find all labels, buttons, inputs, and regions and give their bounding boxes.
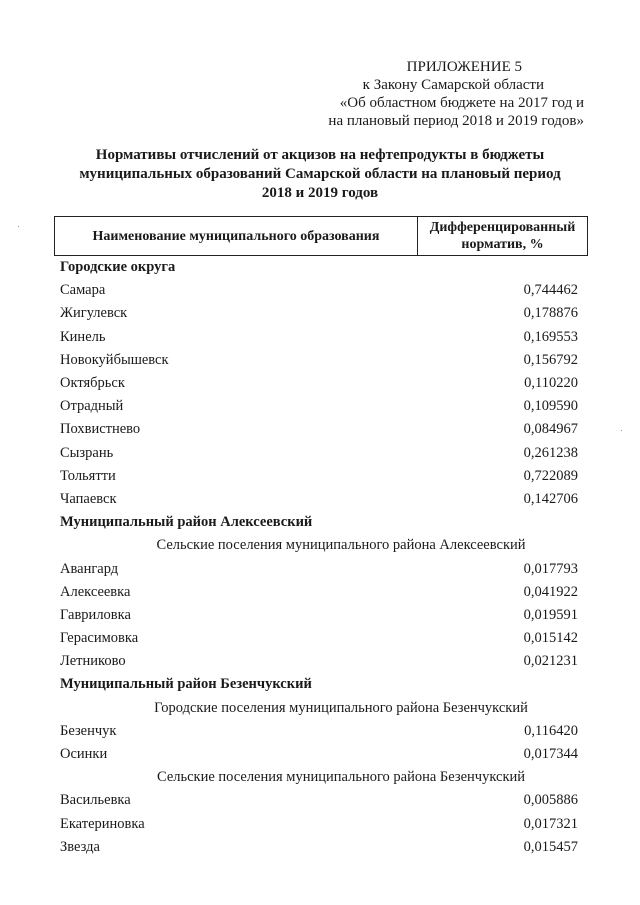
row-value: 0,019591 bbox=[523, 606, 578, 623]
header-value: Дифференцированный норматив, % bbox=[429, 220, 576, 252]
row-name: Алексеевка bbox=[60, 583, 131, 600]
row-name: Безенчук bbox=[60, 722, 117, 739]
table-body bbox=[54, 256, 588, 859]
table-row bbox=[54, 349, 588, 372]
row-name: Новокуйбышевск bbox=[60, 351, 169, 368]
row-name: Сызрань bbox=[60, 444, 114, 461]
row-name: Самара bbox=[60, 282, 106, 299]
appendix-law: к Закону Самарской области bbox=[362, 77, 544, 93]
row-value: 0,017793 bbox=[523, 560, 578, 577]
row-value: 0,015142 bbox=[523, 630, 578, 647]
row-value: 0,178876 bbox=[523, 305, 578, 322]
row-value: 0,017321 bbox=[523, 815, 578, 832]
row-value: 0,261238 bbox=[523, 444, 578, 461]
table-header bbox=[54, 216, 588, 256]
title-line-1: Нормативы отчислений от акцизов на нефтепродукты в бюджеты bbox=[95, 147, 545, 163]
table-row bbox=[54, 395, 588, 418]
row-name: Муниципальный район Безенчукский bbox=[60, 676, 312, 693]
row-name: Городские поселения муниципального района Безенчукский bbox=[154, 699, 528, 716]
document-title bbox=[60, 146, 580, 203]
subgroup-row bbox=[54, 534, 588, 557]
table-row bbox=[54, 302, 588, 325]
row-name: Чапаевск bbox=[60, 490, 117, 507]
table-row bbox=[54, 557, 588, 580]
row-value: 0,156792 bbox=[523, 351, 578, 368]
row-name: Гавриловка bbox=[60, 606, 131, 623]
row-name: Муниципальный район Алексеевский bbox=[60, 514, 313, 531]
normatives-table bbox=[54, 216, 588, 859]
row-name: Октябрьск bbox=[60, 375, 125, 392]
row-name: Кинель bbox=[60, 328, 106, 345]
row-name: Звезда bbox=[60, 838, 100, 855]
row-value: 0,015457 bbox=[523, 838, 578, 855]
row-value: 0,109590 bbox=[523, 398, 578, 415]
row-value: 0,021231 bbox=[523, 653, 578, 670]
table-row bbox=[54, 836, 588, 859]
row-name: Осинки bbox=[60, 746, 108, 763]
row-value: 0,169553 bbox=[523, 328, 578, 345]
header-name: Наименование муниципального образования bbox=[55, 217, 418, 255]
row-name: Авангард bbox=[60, 560, 119, 577]
row-name: Тольятти bbox=[60, 467, 116, 484]
row-name: Летниково bbox=[60, 653, 126, 670]
row-name: Сельские поселения муниципального района Алексеевский bbox=[156, 537, 526, 554]
table-row bbox=[54, 279, 588, 302]
table-row bbox=[54, 488, 588, 511]
row-value: 0,722089 bbox=[523, 467, 578, 484]
row-name: Похвистнево bbox=[60, 421, 141, 438]
row-value: 0,110220 bbox=[524, 375, 578, 392]
table-row bbox=[54, 650, 588, 673]
row-name: Герасимовка bbox=[60, 630, 139, 647]
table-row bbox=[54, 326, 588, 349]
appendix-law-period: на плановый период 2018 и 2019 годов» bbox=[328, 113, 584, 129]
group-row bbox=[54, 511, 588, 534]
table-row bbox=[54, 789, 588, 812]
row-value: 0,142706 bbox=[523, 490, 578, 507]
row-name: Васильевка bbox=[60, 792, 131, 809]
row-name: Екатериновка bbox=[60, 815, 145, 832]
row-name: Жигулевск bbox=[60, 305, 128, 322]
table-row bbox=[54, 581, 588, 604]
group-row bbox=[54, 256, 588, 279]
row-value: 0,041922 bbox=[523, 583, 578, 600]
row-name: Отрадный bbox=[60, 398, 124, 415]
appendix-header bbox=[284, 58, 584, 130]
scan-mark bbox=[621, 430, 622, 431]
row-value: 0,116420 bbox=[524, 722, 578, 739]
scan-mark bbox=[18, 226, 19, 227]
table-row bbox=[54, 604, 588, 627]
row-name: Городские округа bbox=[60, 259, 176, 276]
group-row bbox=[54, 673, 588, 696]
row-value: 0,744462 bbox=[523, 282, 578, 299]
row-value: 0,005886 bbox=[523, 792, 578, 809]
table-row bbox=[54, 813, 588, 836]
row-value: 0,017344 bbox=[523, 746, 578, 763]
row-value: 0,084967 bbox=[523, 421, 578, 438]
subgroup-row bbox=[54, 697, 588, 720]
title-line-2: муниципальных образований Самарской области на плановый период bbox=[79, 166, 561, 182]
appendix-number: ПРИЛОЖЕНИЕ 5 bbox=[406, 59, 522, 75]
table-row bbox=[54, 465, 588, 488]
table-row bbox=[54, 743, 588, 766]
table-row bbox=[54, 442, 588, 465]
table-row bbox=[54, 627, 588, 650]
table-row bbox=[54, 372, 588, 395]
table-row bbox=[54, 720, 588, 743]
title-line-3: 2018 и 2019 годов bbox=[261, 185, 379, 201]
table-row bbox=[54, 418, 588, 441]
appendix-law-title: «Об областном бюджете на 2017 год и bbox=[339, 95, 584, 111]
subgroup-row bbox=[54, 766, 588, 789]
row-name: Сельские поселения муниципального района Безенчукский bbox=[156, 769, 526, 786]
